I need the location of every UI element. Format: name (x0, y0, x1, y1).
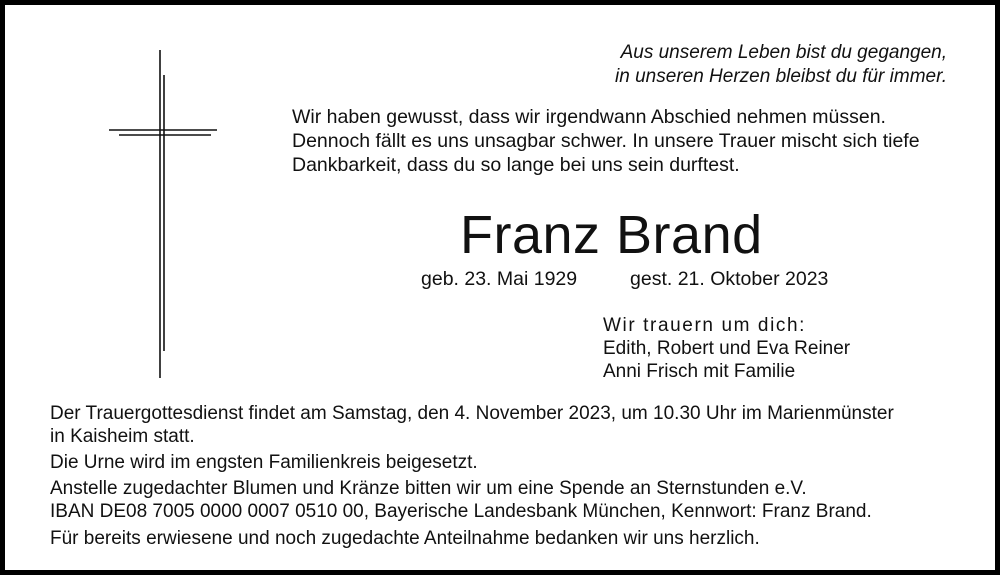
service-notice-line-1: Der Trauergottesdienst findet am Samstag, den 4. November 2023, um 10.30 Uhr im Marienmünster (50, 403, 894, 424)
intro-line-3: Dankbarkeit, dass du so lange bei uns sein durftest. (292, 154, 740, 176)
deceased-name: Franz Brand (460, 205, 763, 265)
mourner-1: Edith, Robert und Eva Reiner (603, 338, 851, 359)
donation-notice-line-1: Anstelle zugedachter Blumen und Kränze bitten wir um eine Spende an Sternstunden e.V. (50, 478, 807, 499)
intro-line-2: Dennoch fällt es uns unsagbar schwer. In unsere Trauer mischt sich tiefe (292, 130, 920, 152)
motto-line-1: Aus unserem Leben bist du gegangen, (620, 42, 947, 63)
intro-line-1: Wir haben gewusst, dass wir irgendwann Abschied nehmen müssen. (292, 106, 886, 128)
thanks-notice: Für bereits erwiesene und noch zugedachte Anteilnahme bedanken wir uns herzlich. (50, 528, 760, 549)
urn-notice: Die Urne wird im engsten Familienkreis beigesetzt. (50, 452, 478, 473)
birth-date: geb. 23. Mai 1929 (421, 268, 578, 290)
death-date: gest. 21. Oktober 2023 (630, 268, 829, 290)
mourner-2: Anni Frisch mit Familie (603, 361, 796, 382)
motto-line-2: in unseren Herzen bleibst du für immer. (615, 66, 947, 87)
service-notice-line-2: in Kaisheim statt. (50, 426, 195, 447)
donation-notice-line-2: IBAN DE08 7005 0000 0007 0510 00, Bayerische Landesbank München, Kennwort: Franz Brand. (50, 501, 872, 522)
mourners-heading: Wir trauern um dich: (603, 315, 807, 336)
